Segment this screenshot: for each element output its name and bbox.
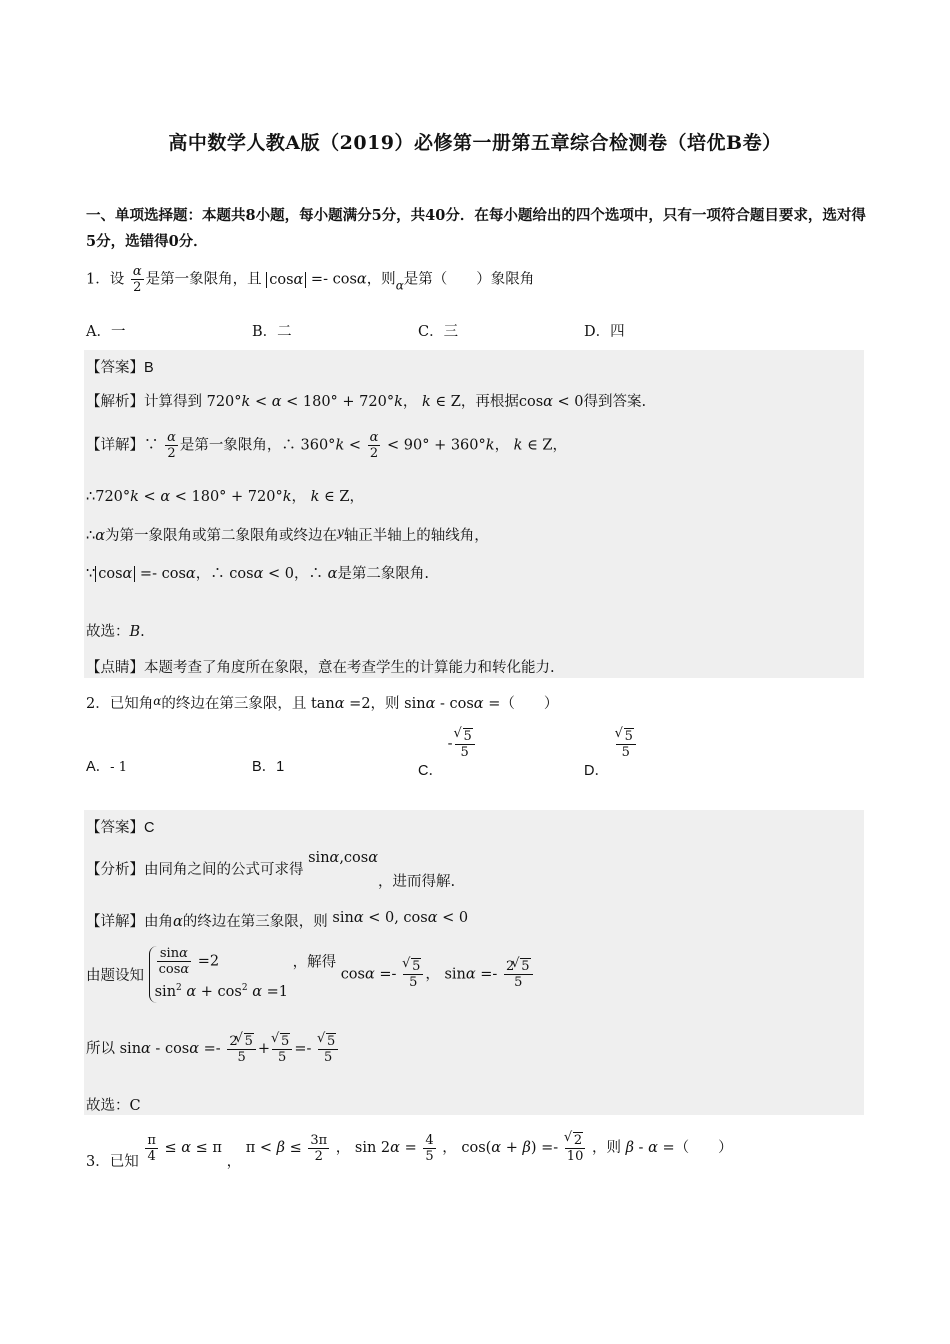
q2-answer: 【答案】C — [86, 820, 155, 836]
q1-option-a[interactable]: A．一 — [86, 324, 126, 340]
q1-option-d[interactable]: D．四 — [584, 324, 625, 340]
q1-detail-line-5: ∵ cosα =- cosα，∴ cosα < 0，∴ α是第二象限角. — [86, 566, 429, 582]
q2-sum: 所以 sinα - cosα =- $\frac{2√ 5}{5}$ + √ $\frac{5}{5}$ =- √ $\frac{5}{5}$ — [86, 1033, 340, 1065]
math-alpha-over-2: $\frac{\alpha}{2}$ — [132, 264, 142, 295]
q1-detail-line-3: ∴720°k < α < 180° + 720°k， k ∈ Z， — [86, 489, 364, 505]
q2-detail: 【详解】由角α的终边在第三象限，则 sinα < 0, cosα < 0 — [86, 910, 469, 930]
q1-analysis: 【解析】计算得到 720°k < α < 180° + 720°k， k ∈ Z，再根据cosα < 0得到答案. — [86, 394, 647, 410]
q2-option-c[interactable]: C． - √ $\frac{5}{5}$ — [418, 728, 477, 760]
q1-comment: 【点睛】本题考查了角度所在象限，意在考查学生的计算能力和转化能力. — [86, 660, 555, 676]
question-3: 3．已知 $\frac{\pi}{4}$ ≤ α ≤ π ， π < β ≤ $\frac{3\pi}{2}$ ， sin 2α = $\frac{4}{5}$ ， cos(α + β) =- √ $\frac{2}{10}$ ，则 β - α =（ ） — [86, 1132, 733, 1171]
q2-option-a[interactable]: A．- 1 — [86, 759, 127, 775]
q1-choose: 故选：B. — [86, 624, 145, 640]
question-1: 1．设 $\frac{\alpha}{2}$ 是第一象限角，且 cosα =- cosα，则$_\alpha$是第（ ）象限角 — [86, 264, 535, 295]
q1-detail: 【详解】∵ $\frac{\alpha}{2}$ 是第一象限角，∴ 360°k < $\frac{\alpha}{2}$ < 90° + 360°k， k ∈ Z， — [86, 430, 567, 461]
section-heading: 一、单项选择题：本题共8小题，每小题满分5分，共40分．在每小题给出的四个选项中，只有一项符合题目要求，选对得5分，选错得0分． — [86, 207, 866, 250]
q2-option-b[interactable]: B．1 — [252, 759, 285, 775]
question-2: 2．已知角$^\alpha$的终边在第三象限，且 tanα =2，则 sinα - cosα =（ ） — [86, 694, 559, 712]
q2-setup: 由题设知 $\frac{\sin\alpha}{\cos\alpha}$ =2 $\sin^2 \alpha + \cos^2 \alpha =1$ ，解得 cosα =- √ $\frac{5}{5}$ ， sinα =- $\frac{2√ 5}{5}$ — [86, 946, 535, 1003]
math-abs-cos: cosα =- cosα — [266, 272, 366, 288]
q1-detail-line-4: ∴α为第一象限角或第二象限角或终边在$^y$轴正半轴上的轴线角， — [86, 525, 489, 544]
q1-option-c[interactable]: C．三 — [418, 324, 459, 340]
q2-option-d[interactable]: D． √ $\frac{5}{5}$ — [584, 728, 638, 760]
page-title: 高中数学人教A版（2019）必修第一册第五章综合检测卷（培优B卷） — [168, 132, 782, 154]
q2-choose: 故选：C — [86, 1098, 141, 1114]
q2-analysis: 【分析】由同角之间的公式可求得 sinα,cosα，进而得解. — [86, 850, 456, 890]
q1-option-b[interactable]: B．二 — [252, 324, 292, 340]
q1-answer: 【答案】B — [86, 360, 154, 376]
